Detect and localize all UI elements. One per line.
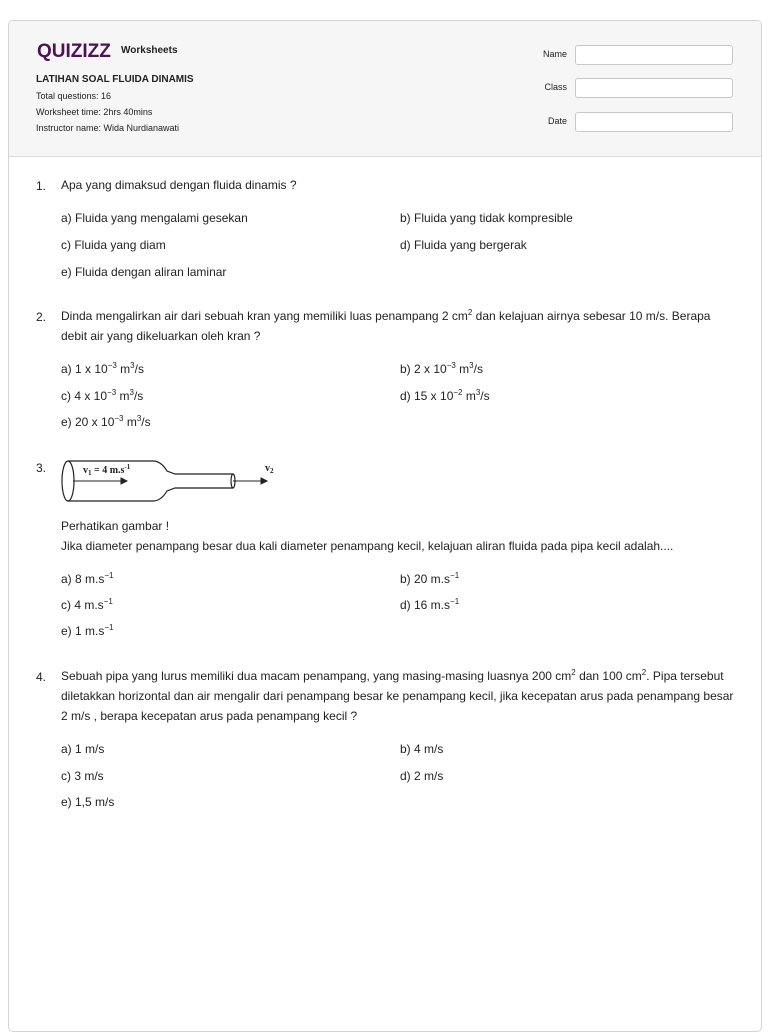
question-number: 2. xyxy=(36,310,47,324)
total-questions: Total questions: 16 xyxy=(36,91,112,101)
class-label: Class xyxy=(544,82,567,92)
name-field[interactable] xyxy=(575,45,733,65)
q4-option-a: a) 1 m/s xyxy=(61,742,105,756)
v2-label: $v_2$ xyxy=(265,463,274,475)
q1-option-b: b) Fluida yang tidak kompresible xyxy=(400,211,573,225)
logo-subtitle: Worksheets xyxy=(121,44,178,56)
question-number: 1. xyxy=(36,179,47,193)
worksheet-title: LATIHAN SOAL FLUIDA DINAMIS xyxy=(36,74,194,85)
v1-label: $v_1 = 4$ $m.s^{-1}$ xyxy=(83,463,131,477)
question-number: 3. xyxy=(36,461,47,475)
flow-arrow-1 xyxy=(73,478,127,484)
svg-text:QUIZIZZ: QUIZIZZ xyxy=(37,41,111,61)
q4-option-b: b) 4 m/s xyxy=(400,742,444,756)
q2-option-b: b) 2 x $10^{-3}$ $m^3/s$ xyxy=(400,361,483,376)
quizizz-logo xyxy=(37,39,115,61)
name-label: Name xyxy=(542,49,567,59)
q1-option-d: d) Fluida yang bergerak xyxy=(400,238,527,252)
logo-area xyxy=(37,39,178,61)
question-text: Sebuah pipa yang lurus memiliki dua macam penampang, yang masing-masing luasnya 200 $cm^2$ dan 100 $cm^2$. Pipa tersebut diletakkan horizontal dan air mengalir dari penampang besar ke penampang kecil, jika kecepatan arus pada penampang besar 2 m/s , berapa kecepatan arus pada penampang kecil ? xyxy=(61,668,734,723)
q4-option-d: d) 2 m/s xyxy=(400,769,444,783)
q3-option-a: a) 8 $m.s^{-1}$ xyxy=(61,571,114,586)
question-text: Dinda mengalirkan air dari sebuah kran yang memiliki luas penampang 2 $cm^2$ dan kelajuan airnya sebesar 10 m/s. Berapa debit air yang dikeluarkan oleh kran ? xyxy=(61,308,711,343)
q1-option-c: c) Fluida yang diam xyxy=(61,238,166,252)
worksheet-header xyxy=(9,21,761,157)
q3-option-c: c) 4 $m.s^{-1}$ xyxy=(61,597,113,612)
flow-arrow-2 xyxy=(233,478,267,484)
q1-option-a: a) Fluida yang mengalami gesekan xyxy=(61,211,248,225)
q4-option-e: e) 1,5 m/s xyxy=(61,795,115,809)
worksheet-time: Worksheet time: 2hrs 40mins xyxy=(36,107,153,117)
instructor-name: Instructor name: Wida Nurdianawati xyxy=(36,123,180,133)
class-field[interactable] xyxy=(575,78,733,98)
q3-instruction: Perhatikan gambar ! xyxy=(61,519,170,533)
worksheet-page xyxy=(8,20,762,1032)
date-label: Date xyxy=(547,116,567,126)
q3-question-text: Jika diameter penampang besar dua kali diameter penampang kecil, kelajuan aliran fluida pada pipa kecil adalah.... xyxy=(61,539,674,553)
q4-option-c: c) 3 m/s xyxy=(61,769,104,783)
date-field[interactable] xyxy=(575,112,733,132)
q2-option-a: a) 1 x $10^{-3}$ $m^3/s$ xyxy=(61,361,144,376)
q2-option-d: d) 15 x $10^{-2}$ $m^3/s$ xyxy=(400,388,490,403)
q2-option-e: e) 20 x $10^{-3}$ $m^3/s$ xyxy=(61,414,151,429)
question-number: 4. xyxy=(36,670,47,684)
q2-option-c: c) 4 x $10^{-3}$ $m^3/s$ xyxy=(61,388,144,403)
pipe-diagram xyxy=(61,459,291,505)
q3-option-e: e) 1 $m.s^{-1}$ xyxy=(61,623,114,638)
question-text: Apa yang dimaksud dengan fluida dinamis ? xyxy=(61,178,297,192)
q3-option-d: d) 16 $m.s^{-1}$ xyxy=(400,597,460,612)
q3-option-b: b) 20 $m.s^{-1}$ xyxy=(400,571,460,586)
q1-option-e: e) Fluida dengan aliran laminar xyxy=(61,265,227,279)
